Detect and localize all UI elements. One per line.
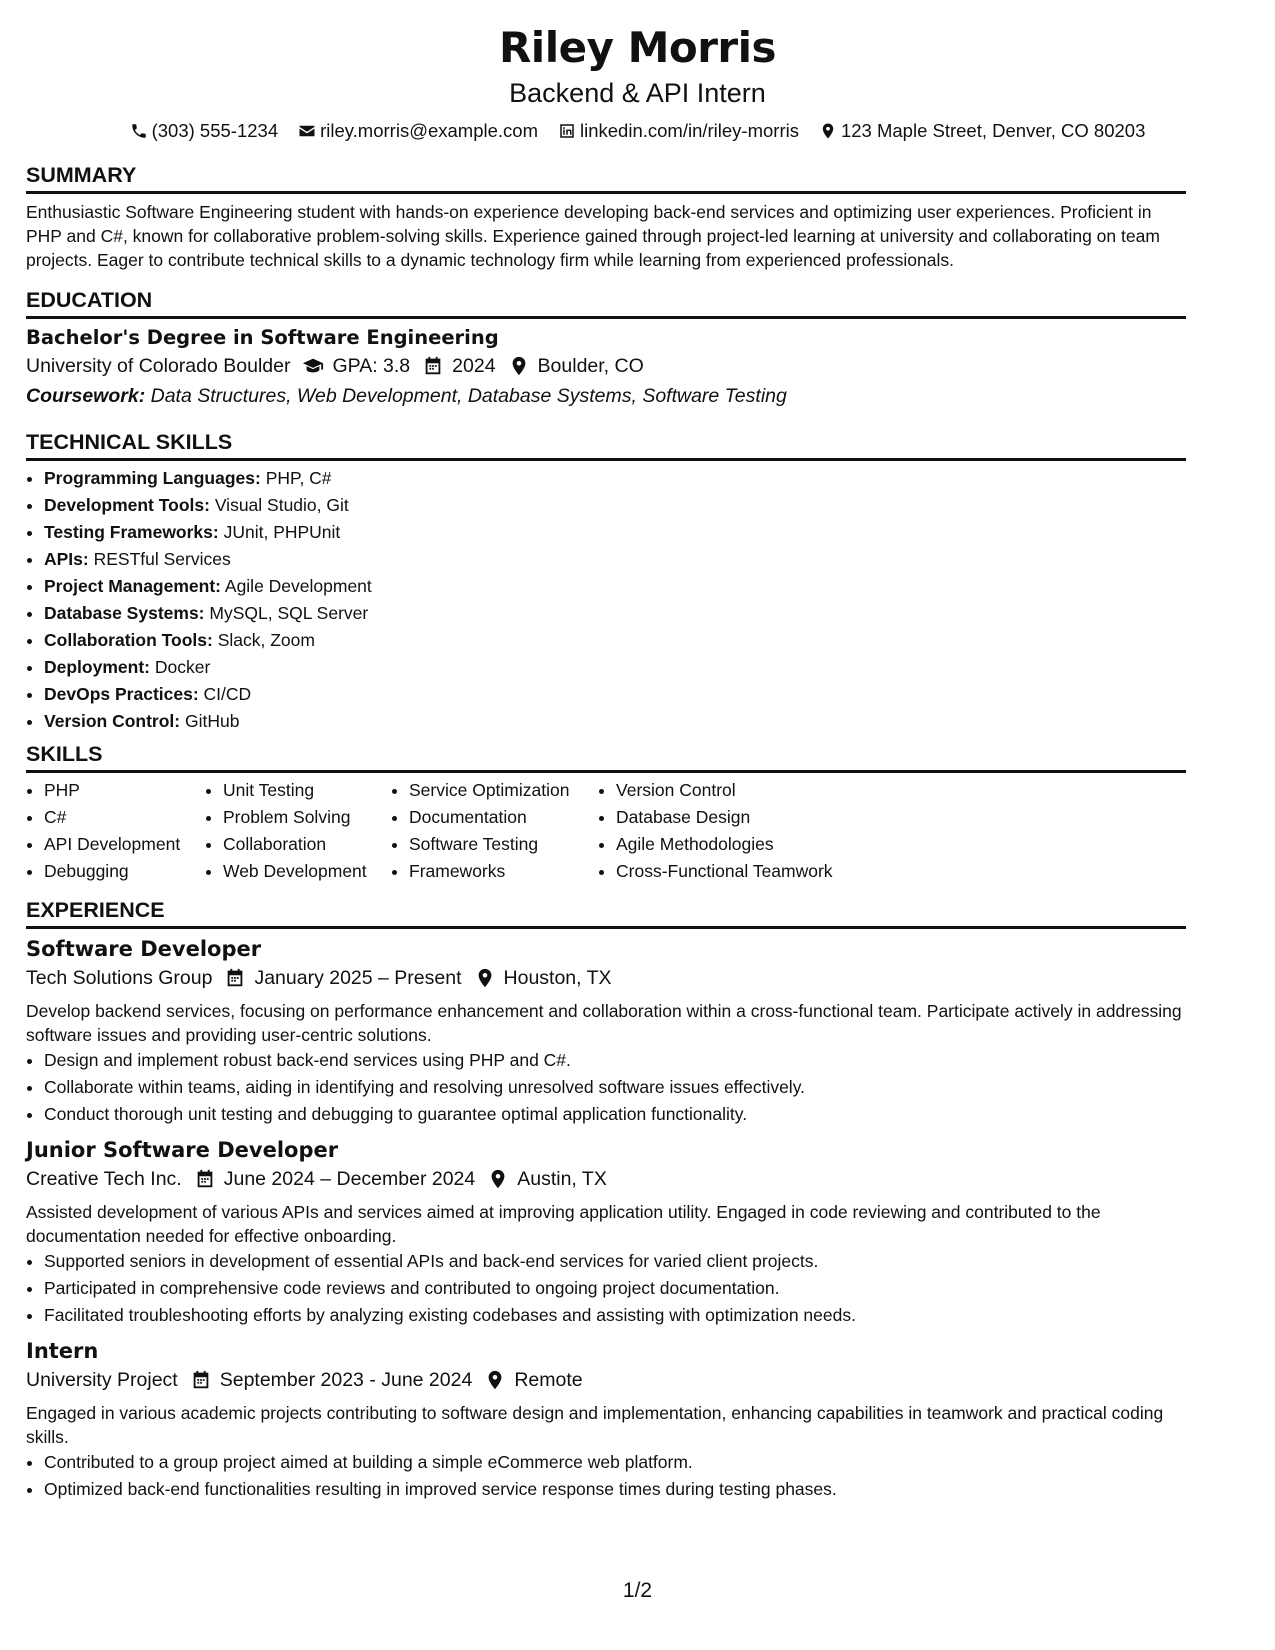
skill-values: Slack, Zoom <box>217 630 315 650</box>
job-bullets <box>26 1248 1186 1329</box>
list-item: • Design and implement robust back-end services using PHP and C#. <box>44 1047 1186 1074</box>
skill-values: GitHub <box>185 711 240 731</box>
list-item <box>44 465 1186 492</box>
job-entry <box>26 935 1186 1128</box>
skill-category: Database Systems: <box>44 603 205 623</box>
page-number: 1/2 <box>622 1579 653 1602</box>
skill-category: Programming Languages: <box>44 468 261 488</box>
job-dates: June 2024 – December 2024 <box>223 1168 476 1190</box>
map-pin-icon <box>508 355 530 377</box>
job-location: Remote <box>514 1369 583 1391</box>
summary-text: Enthusiastic Software Engineering student with hands-on experience developing back-end services and optimizing user experiences. Proficient in PHP and C#, known for collaborative problem-solving skills. Experience gained through project-led learning at university and collaborating on team projects. Eager to contribute technical skills to a dynamic technology firm while learning from experienced professionals. <box>26 202 1160 270</box>
technical-skills-heading: TECHNICAL SKILLS <box>26 429 1186 461</box>
job-title: Junior Software Developer <box>26 1138 339 1162</box>
coursework-label: Coursework: <box>26 385 146 407</box>
skills-column-4 <box>598 777 876 885</box>
job-bullets <box>26 1047 1186 1128</box>
job-meta <box>26 963 1186 993</box>
contact-phone <box>130 118 279 144</box>
company-name: Tech Solutions Group <box>26 967 213 989</box>
company-name: Creative Tech Inc. <box>26 1168 182 1190</box>
skills-column-3 <box>391 777 598 885</box>
list-item <box>44 654 1186 681</box>
resume-header <box>26 0 1249 144</box>
skill-category: Development Tools: <box>44 495 210 515</box>
skills-section <box>26 741 1186 885</box>
list-item <box>44 627 1186 654</box>
degree-title: Bachelor's Degree in Software Engineering <box>26 326 499 349</box>
list-item: • Documentation <box>409 804 598 831</box>
map-pin-icon <box>819 122 837 140</box>
list-item: • C# <box>44 804 205 831</box>
list-item <box>44 681 1186 708</box>
email-link[interactable]: riley.morris@example.com <box>320 120 538 141</box>
skill-values: Docker <box>154 657 211 677</box>
phone-icon <box>130 122 148 140</box>
job-entry <box>26 1337 1186 1503</box>
list-item: • Debugging <box>44 858 205 885</box>
job-dates: January 2025 – Present <box>254 967 462 989</box>
job-title: Intern <box>26 1339 99 1363</box>
skill-category: APIs: <box>44 549 89 569</box>
candidate-role: Backend & API Intern <box>509 78 766 108</box>
job-meta <box>26 1164 1186 1194</box>
list-item: • Version Control <box>616 777 876 804</box>
technical-skills-section <box>26 429 1186 735</box>
calendar-icon <box>190 1369 212 1391</box>
list-item: • Web Development <box>223 858 391 885</box>
contact-bar <box>26 118 1249 144</box>
resume-page <box>26 0 1249 1650</box>
education-section <box>26 287 1186 411</box>
coursework-list: Data Structures, Web Development, Database Systems, Software Testing <box>150 385 787 407</box>
job-title: Software Developer <box>26 937 262 961</box>
company-name: University Project <box>26 1369 178 1391</box>
gpa-text: GPA: 3.8 <box>332 355 411 377</box>
skill-category: DevOps Practices: <box>44 684 199 704</box>
summary-heading: SUMMARY <box>26 162 1186 194</box>
education-meta <box>26 351 1186 381</box>
list-item <box>44 546 1186 573</box>
skill-values: Visual Studio, Git <box>214 495 349 515</box>
job-location: Austin, TX <box>517 1168 607 1190</box>
list-item <box>44 519 1186 546</box>
linkedin-link[interactable]: linkedin.com/in/riley-morris <box>580 120 799 141</box>
list-item: • Problem Solving <box>223 804 391 831</box>
skill-values: Agile Development <box>224 576 372 596</box>
list-item: • Collaborate within teams, aiding in identifying and resolving unresolved software issues effectively. <box>44 1074 1186 1101</box>
map-pin-icon <box>484 1369 506 1391</box>
education-heading: EDUCATION <box>26 287 1186 319</box>
skills-heading: SKILLS <box>26 741 1186 773</box>
list-item: • Cross-Functional Teamwork <box>616 858 876 885</box>
graduation-cap-icon <box>302 355 324 377</box>
list-item <box>44 600 1186 627</box>
envelope-icon <box>298 122 316 140</box>
list-item <box>44 573 1186 600</box>
school-location: Boulder, CO <box>537 355 644 377</box>
skill-category: Version Control: <box>44 711 181 731</box>
skill-values: MySQL, SQL Server <box>209 603 369 623</box>
skill-category: Testing Frameworks: <box>44 522 219 542</box>
skills-column-2 <box>205 777 391 885</box>
skill-values: CI/CD <box>203 684 252 704</box>
list-item: • Unit Testing <box>223 777 391 804</box>
skills-grid <box>26 777 1186 885</box>
list-item: • Facilitated troubleshooting efforts by analyzing existing codebases and assisting with optimization needs. <box>44 1302 1186 1329</box>
experience-section <box>26 897 1186 1503</box>
graduation-year: 2024 <box>452 355 496 377</box>
job-location: Houston, TX <box>503 967 612 989</box>
phone-text: (303) 555-1234 <box>151 120 279 141</box>
skill-category: Deployment: <box>44 657 150 677</box>
map-pin-icon <box>474 967 496 989</box>
calendar-icon <box>422 355 444 377</box>
address-text: 123 Maple Street, Denver, CO 80203 <box>840 120 1146 141</box>
contact-address <box>819 118 1145 144</box>
skill-category: Collaboration Tools: <box>44 630 213 650</box>
list-item: • Database Design <box>616 804 876 831</box>
list-item: • Contributed to a group project aimed at building a simple eCommerce web platform. <box>44 1449 1186 1476</box>
list-item: • Supported seniors in development of essential APIs and back-end services for varied client projects. <box>44 1248 1186 1275</box>
skills-column-1 <box>26 777 205 885</box>
list-item: • PHP <box>44 777 205 804</box>
job-dates: September 2023 - June 2024 <box>219 1369 473 1391</box>
list-item <box>44 492 1186 519</box>
calendar-icon <box>194 1168 216 1190</box>
summary-section <box>26 162 1186 272</box>
contact-email[interactable] <box>298 118 538 144</box>
list-item: • Agile Methodologies <box>616 831 876 858</box>
list-item: • Conduct thorough unit testing and debugging to guarantee optimal application functionality. <box>44 1101 1186 1128</box>
candidate-name: Riley Morris <box>498 23 777 72</box>
school-name: University of Colorado Boulder <box>26 355 291 377</box>
list-item: • Software Testing <box>409 831 598 858</box>
list-item: • Frameworks <box>409 858 598 885</box>
list-item: • API Development <box>44 831 205 858</box>
skill-values: RESTful Services <box>93 549 231 569</box>
job-entry <box>26 1136 1186 1329</box>
job-description: Develop backend services, focusing on performance enhancement and collaboration within a cross-functional team. Participate actively in addressing software issues and providing user-centric solutions. <box>26 1001 1182 1045</box>
list-item: • Participated in comprehensive code reviews and contributed to ongoing project documentation. <box>44 1275 1186 1302</box>
skill-values: JUnit, PHPUnit <box>223 522 341 542</box>
job-description: Assisted development of various APIs and services aimed at improving application utility. Engaged in code reviewing and contributed to the documentation needed for effective onboarding. <box>26 1202 1101 1246</box>
calendar-icon <box>224 967 246 989</box>
coursework-line <box>26 381 1186 411</box>
list-item: • Optimized back-end functionalities resulting in improved service response times during testing phases. <box>44 1476 1186 1503</box>
list-item <box>44 708 1186 735</box>
experience-heading: EXPERIENCE <box>26 897 1186 929</box>
list-item: • Collaboration <box>223 831 391 858</box>
list-item: • Service Optimization <box>409 777 598 804</box>
technical-skills-list <box>26 465 1186 735</box>
contact-linkedin[interactable] <box>558 118 799 144</box>
map-pin-icon <box>487 1168 509 1190</box>
linkedin-icon <box>558 122 576 140</box>
job-description: Engaged in various academic projects contributing to software design and implementation, enhancing capabilities in teamwork and practical coding skills. <box>26 1403 1164 1447</box>
job-bullets <box>26 1449 1186 1503</box>
job-meta <box>26 1365 1186 1395</box>
skill-values: PHP, C# <box>265 468 332 488</box>
skill-category: Project Management: <box>44 576 221 596</box>
